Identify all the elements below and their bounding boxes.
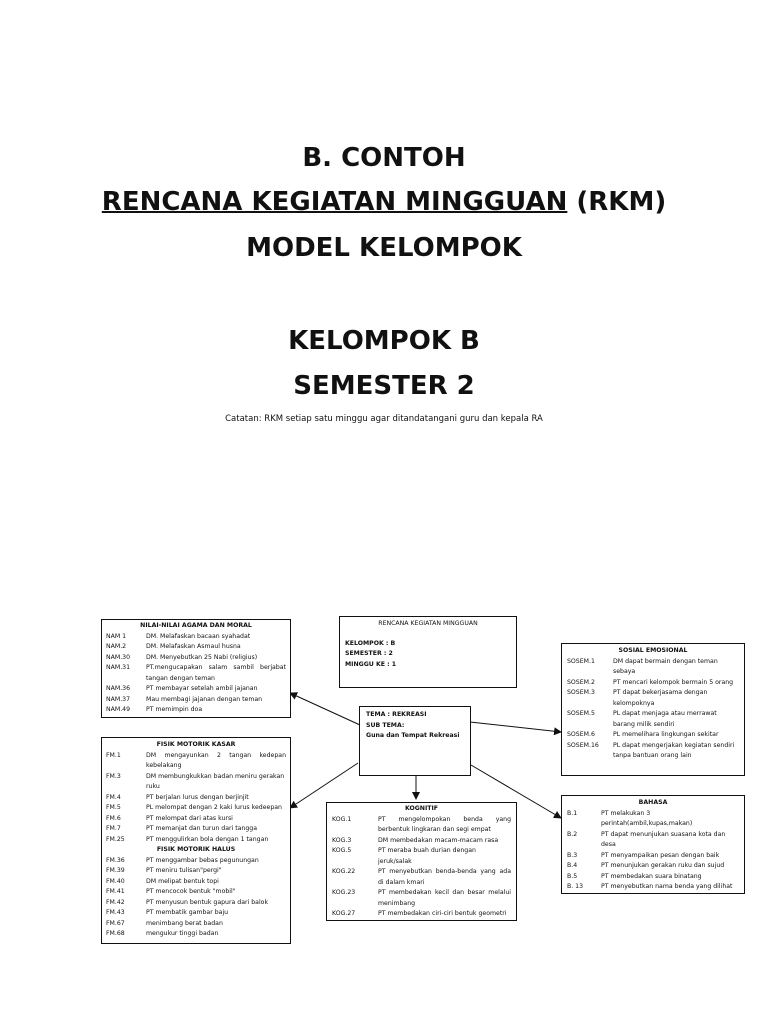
list-item: B.2 PT dapat menunjukan suasana kota dan desa	[567, 830, 726, 848]
kog-box	[326, 802, 517, 921]
list-item: B.3 PT menyampaikan pesan dengan baik	[567, 851, 720, 859]
list-item: NAM.37 Mau membagi jajanan dengan teman	[106, 695, 263, 703]
subtema-value: Guna dan Tempat Rekreasi	[366, 732, 460, 739]
rkm-minggu: MINGGU KE : 1	[345, 660, 397, 668]
list-item: SOSEM.5 PL dapat menjaga atau merrawat barang milik sendiri	[567, 710, 717, 728]
list-item: FM.3 DM membungkukkan badan meniru gerakan ruku	[106, 772, 285, 790]
list-item: B.5 PT membedakan suara binatang	[567, 872, 702, 880]
list-item: B.4 PT menunjukan gerakan ruku dan sujud	[567, 862, 725, 869]
rkm-semester: SEMESTER : 2	[345, 650, 393, 657]
list-item: FM.68 mengukur tinggi badan	[106, 930, 219, 937]
bahasa-box	[561, 795, 745, 894]
tema-label: TEMA : REKREASI	[366, 711, 427, 718]
fm-halus-title: FISIK MOTORIK HALUS	[156, 846, 236, 853]
list-item: FM.6 PT melompat dari atas kursi	[106, 814, 233, 822]
list-item: FM.5 PL melompat dengan 2 kaki lurus kedeepan	[106, 804, 282, 811]
fm-box	[101, 737, 291, 944]
heading-line-4: KELOMPOK B	[288, 326, 480, 356]
sosem-box	[561, 643, 745, 776]
rkm-title: RENCANA KEGIATAN MINGGUAN	[378, 620, 478, 627]
list-item: FM.39 PT meniru tulisan"pergi"	[106, 867, 222, 874]
heading-rkm: (RKM)	[567, 187, 667, 217]
list-item: FM.1 DM mengayunkan 2 tangan kedepan kebelakang	[106, 751, 286, 769]
heading-underlined: RENCANA KEGIATAN MINGGUAN	[101, 187, 568, 217]
sosem-title: SOSIAL EMOSIONAL	[618, 647, 688, 654]
list-item: SOSEM.6 PL memelihara lingkungan sekitar	[567, 731, 719, 738]
list-item: NAM.36 PT membayar setelah ambil jajanan	[106, 685, 258, 692]
list-item: KOG.5 PT meraba buah durian dengan jeruk/salak	[332, 847, 476, 865]
list-item: FM.36 PT menggambar bebas pegunungan	[106, 856, 259, 864]
tema-box	[359, 706, 471, 776]
heading-line-1: B. CONTOH	[302, 143, 466, 173]
list-item: SOSEM.2 PT mencari kelompok bermain 5 orang	[567, 678, 734, 686]
list-item: FM.43 PT membatik gambar baju	[106, 909, 229, 916]
nam-box	[101, 619, 291, 718]
nam-title: NILAI-NILAI AGAMA DAN MORAL	[140, 622, 252, 629]
list-item: KOG.1 PT mengelompokan benda yang berbentuk lingkaran dan segi empat	[332, 815, 511, 833]
list-item: FM.7 PT memanjat dan turun dari tangga	[106, 825, 258, 832]
rkm-kelompok: KELOMPOK : B	[345, 639, 396, 647]
list-item: SOSEM.16 PL dapat mengerjakan kegiatan sendiri tanpa bantuan orang lain	[567, 741, 735, 759]
list-item: NAM.49 PT memimpin doa	[106, 706, 203, 713]
list-item: KOG.3 DM membedakan macam-macam rasa	[332, 836, 499, 844]
list-item: KOG.22 PT menyebutkan benda-benda yang ada di dalam kmari	[332, 868, 511, 886]
arrow-to-nam	[290, 693, 360, 725]
list-item: SOSEM.3 PT dapat bekerjasama dengan kelompoknya	[567, 689, 708, 707]
list-item: SOSEM.1 DM dapat bermain dengan teman sebaya	[567, 657, 718, 675]
list-item: KOG.27 PT membedakan ciri-ciri bentuk geometri	[332, 910, 507, 917]
list-item: NAM.2 DM. Melafaskan Asmaul husna	[106, 643, 241, 650]
fm-kasar-title: FISIK MOTORIK KASAR	[156, 741, 236, 748]
list-item: KOG.23 PT membedakan kecil dan besar melalui menimbang	[332, 889, 511, 907]
list-item: FM.25 PT menggulirkan bola dengan 1 tangan	[106, 835, 269, 843]
bahasa-title: BAHASA	[638, 799, 668, 806]
list-item: NAM.30 DM. Menyebutkan 25 Nabi (religius)	[106, 653, 258, 661]
list-item: B. 13 PT menyebutkan nama benda yang dilihat	[567, 883, 733, 890]
list-item: NAM 1 DM. Melafaskan bacaan syahadat	[106, 632, 251, 640]
list-item: FM.41 PT mencocok bentuk "mobil"	[106, 888, 236, 895]
heading-line-5: SEMESTER 2	[293, 371, 475, 401]
list-item: B.1 PT melakukan 3 perintah(ambil,kupas,makan)	[567, 809, 693, 827]
arrow-to-sosem	[470, 722, 561, 732]
note: Catatan: RKM setiap satu minggu agar ditandatangani guru dan kepala RA	[225, 414, 543, 424]
list-item: FM.40 DM melipat bentuk topi	[106, 877, 219, 885]
heading-line-3: MODEL KELOMPOK	[246, 233, 522, 263]
rkm-box	[339, 616, 517, 688]
list-item: NAM.31 PT.mengucapakan salam sambil berjabat tangan dengan teman	[106, 664, 286, 682]
kog-title: KOGNITIF	[404, 805, 439, 812]
list-item: FM.67 menimbang berat badan	[106, 919, 223, 927]
list-item: FM.42 PT menyusun bentuk gapura dari balok	[106, 898, 269, 906]
list-item: FM.4 PT berjalan lurus dengan berjinjit	[106, 793, 249, 801]
subtema-label: SUB TEMA:	[366, 721, 405, 729]
